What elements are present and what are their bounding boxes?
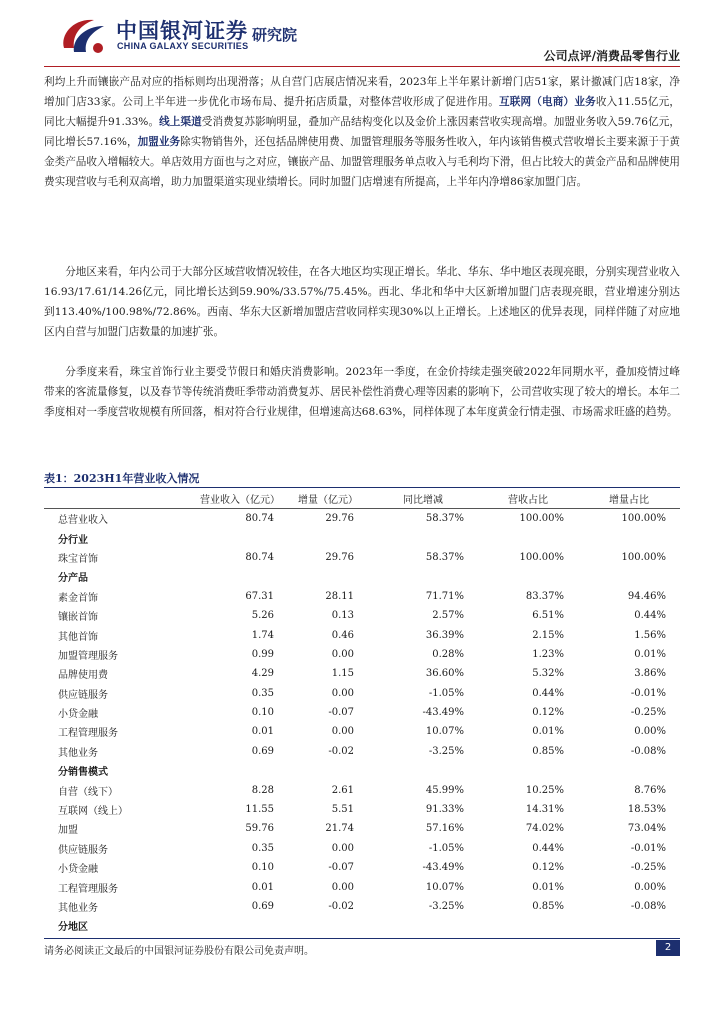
- row-label: 自营（线下）: [58, 786, 118, 798]
- increment-cell: 29.76: [325, 513, 354, 525]
- revenue-share-cell: 5.32%: [532, 668, 564, 680]
- revenue-cell: 80.74: [245, 551, 274, 563]
- revenue-share-cell: 0.44%: [532, 842, 564, 854]
- yoy-cell: 71.71%: [425, 590, 464, 602]
- increment-share-cell: 0.00%: [634, 726, 666, 738]
- table-row: [44, 897, 680, 916]
- row-label: 其他首饰: [58, 631, 98, 643]
- increment-share-cell: 94.46%: [627, 590, 666, 602]
- footer-disclaimer: 请务必阅读正文最后的中国银河证券股份有限公司免责声明。: [44, 946, 314, 957]
- revenue-share-cell: 0.01%: [532, 881, 564, 893]
- table-row: [44, 606, 680, 625]
- yoy-cell: 36.60%: [425, 668, 464, 680]
- revenue-cell: 5.26: [251, 610, 274, 622]
- revenue-share-cell: 6.51%: [532, 610, 564, 622]
- revenue-cell: 0.69: [251, 901, 274, 912]
- galaxy-logo-icon: [58, 14, 110, 58]
- revenue-cell: 0.99: [251, 648, 274, 660]
- p1-keyword-ecommerce: 互联网（电商）业务: [498, 96, 596, 108]
- increment-share-cell: 73.04%: [627, 823, 666, 835]
- revenue-cell: 0.01: [251, 881, 274, 893]
- revenue-cell: 0.69: [251, 745, 274, 757]
- section-label: 分产品: [58, 573, 88, 585]
- yoy-cell: -43.49%: [422, 862, 464, 874]
- table-row: [44, 664, 680, 683]
- row-label: 珠宝首饰: [58, 553, 98, 565]
- revenue-cell: 0.35: [251, 842, 274, 854]
- revenue-cell: 8.28: [251, 784, 274, 796]
- header-cell-yoy: 同比增减: [368, 489, 478, 509]
- section-label: 分销售模式: [58, 767, 108, 779]
- row-label: 加盟: [58, 825, 78, 837]
- increment-share-cell: 0.00%: [634, 881, 666, 893]
- revenue-cell: 4.29: [251, 668, 274, 680]
- p1-text-3: 受消费复苏影响明显，叠加产品结构变化以及金价上涨因素营收实现高增。加盟业务收入59.76亿元，同比增长57.16%，: [44, 116, 680, 148]
- paragraph-channel-analysis: [44, 72, 680, 192]
- table-row: [44, 722, 680, 741]
- increment-cell: 29.76: [325, 551, 354, 563]
- header-cell-increment-share: 增量占比: [578, 489, 680, 509]
- increment-cell: 0.00: [331, 726, 354, 738]
- revenue-cell: 0.10: [251, 707, 274, 719]
- table-row: [44, 587, 680, 606]
- increment-share-cell: 0.01%: [634, 648, 666, 660]
- revenue-cell: 0.35: [251, 687, 274, 699]
- row-label: 供应链服务: [58, 844, 108, 856]
- increment-cell: 1.15: [331, 668, 354, 680]
- row-label: 供应链服务: [58, 689, 108, 701]
- institute-label: 研究院: [252, 26, 298, 44]
- header-cell-label: [44, 489, 192, 509]
- row-label: 素金首饰: [58, 592, 98, 604]
- increment-cell: 0.00: [331, 842, 354, 854]
- revenue-cell: 11.55: [245, 804, 274, 816]
- row-label: 其他业务: [58, 903, 98, 914]
- table-row: [44, 800, 680, 819]
- table-row: [44, 780, 680, 799]
- increment-share-cell: -0.08%: [630, 745, 666, 757]
- revenue-share-cell: 0.01%: [532, 726, 564, 738]
- increment-share-cell: 100.00%: [621, 551, 666, 563]
- table-title: 表1：2023H1年营业收入情况: [44, 472, 200, 485]
- row-label: 工程管理服务: [58, 728, 118, 740]
- row-label: 工程管理服务: [58, 883, 118, 895]
- revenue-share-cell: 100.00%: [519, 551, 564, 563]
- revenue-share-cell: 0.85%: [532, 901, 564, 912]
- table-row: [44, 877, 680, 896]
- increment-cell: -0.02: [328, 745, 354, 757]
- yoy-cell: 10.07%: [425, 726, 464, 738]
- table-body: [44, 509, 680, 936]
- increment-share-cell: 3.86%: [634, 668, 666, 680]
- p1-text-1: 利均上升而镶嵌产品对应的指标则均出现滑落；从自营门店展店情况来看，2023年上半年累计新增门店51家，累计撤减门店18家，净增加门店33家。公司上半年进一步优化市场布局、提升拓店质量，对整体营收形成了促进作用。: [44, 76, 680, 108]
- yoy-cell: -3.25%: [428, 745, 464, 757]
- increment-cell: -0.02: [328, 901, 354, 912]
- row-label: 加盟管理服务: [58, 650, 118, 662]
- row-label: 品牌使用费: [58, 670, 108, 682]
- revenue-share-cell: 0.44%: [532, 687, 564, 699]
- yoy-cell: 2.57%: [432, 610, 464, 622]
- yoy-cell: 36.39%: [425, 629, 464, 641]
- table-row: [44, 684, 680, 703]
- table-section-row: [44, 567, 680, 586]
- table-row: [44, 819, 680, 838]
- paragraph-quarterly-analysis: [44, 362, 680, 422]
- increment-cell: 0.13: [331, 610, 354, 622]
- table-section-row: [44, 916, 680, 935]
- increment-share-cell: -0.01%: [630, 687, 666, 699]
- yoy-cell: 0.28%: [432, 648, 464, 660]
- revenue-share-cell: 0.12%: [532, 707, 564, 719]
- paragraph-regional-analysis: [44, 262, 680, 342]
- revenue-share-cell: 10.25%: [525, 784, 564, 796]
- increment-share-cell: 18.53%: [627, 804, 666, 816]
- p1-text-2: 收入11.55亿元，同比大幅提升91.33%。: [44, 96, 680, 128]
- increment-cell: 21.74: [325, 823, 354, 835]
- increment-cell: 0.46: [331, 629, 354, 641]
- increment-share-cell: 0.44%: [634, 610, 666, 622]
- yoy-cell: 45.99%: [425, 784, 464, 796]
- increment-share-cell: -0.01%: [630, 842, 666, 854]
- table-row: [44, 645, 680, 664]
- p3-text: 分季度来看，珠宝首饰行业主要受节假日和婚庆消费影响。2023年一季度，在金价持续走强突破2022年同期水平，叠加疫情过峰带来的客流量修复，以及春节等传统消费旺季带动消费复苏、居民补偿性消费心理等因素的影响下，公司营收实现了较大的增长。本年二季度相对一季度营收规模有所回落，相对符合行业规律，但增速高达68.63%，同样体现了本年度黄金行情走强、市场需求旺盛的趋势。: [44, 366, 680, 418]
- increment-cell: 2.61: [331, 784, 354, 796]
- header-cell-revenue: 营业收入（亿元）: [192, 489, 288, 509]
- row-label: 小贷金融: [58, 709, 98, 721]
- increment-share-cell: -0.08%: [630, 901, 666, 912]
- header-divider: [44, 66, 680, 67]
- table-row: [44, 703, 680, 722]
- row-label: 互联网（线上）: [58, 806, 128, 818]
- revenue-share-cell: 0.85%: [532, 745, 564, 757]
- table-row: [44, 625, 680, 644]
- increment-cell: 0.00: [331, 881, 354, 893]
- header-cell-increment: 增量（亿元）: [288, 489, 368, 509]
- revenue-cell: 0.01: [251, 726, 274, 738]
- p2-text: 分地区来看，年内公司于大部分区域营收情况较佳，在各大地区均实现正增长。华北、华东、华中地区表现亮眼，分别实现营业收入16.93/17.61/14.26亿元，同比增长达到59.90%/33.57%/75.45%。西北、华北和华中大区新增加盟门店表现亮眼，营业增速分别达到113.40%/100.98%/72.86%。西南、华东大区新增加盟店营收同样实现30%以上正增长。上述地区的优异表现，同样伴随了对应地区内自营与加盟门店数量的加速扩张。: [44, 266, 680, 338]
- logo-english-name: CHINA GALAXY SECURITIES: [117, 41, 249, 51]
- revenue-cell: 67.31: [245, 590, 274, 602]
- yoy-cell: 57.16%: [425, 823, 464, 835]
- row-label: 其他业务: [58, 747, 98, 759]
- revenue-share-cell: 14.31%: [525, 804, 564, 816]
- table-row: [44, 858, 680, 877]
- page-number: 2: [656, 940, 680, 956]
- row-label: 小贷金融: [58, 864, 98, 876]
- table-row: [44, 742, 680, 761]
- p1-keyword-online: 线上渠道: [159, 116, 202, 128]
- report-category: 公司点评/消费品零售行业: [543, 49, 680, 63]
- revenue-cell: 1.74: [251, 629, 274, 641]
- increment-share-cell: -0.25%: [630, 707, 666, 719]
- yoy-cell: -43.49%: [422, 707, 464, 719]
- section-label: 分地区: [58, 922, 88, 934]
- revenue-share-cell: 100.00%: [519, 513, 564, 525]
- table-row: [44, 548, 680, 567]
- revenue-cell: 0.10: [251, 862, 274, 874]
- p1-text-4: 除实物销售外，还包括品牌使用费、加盟管理服务等服务性收入，年内该销售模式营收增长主要来源于于黄金类产品收入增幅较大。单店效用方面也与之对应，镶嵌产品、加盟管理服务单点收入与毛利均下滑，但占比较大的黄金产品和品牌使用费实现营收与毛利双高增，助力加盟渠道实现业绩增长。同时加盟门店增速有所提高，上半年内净增86家加盟门店。: [44, 136, 680, 188]
- table-section-row: [44, 761, 680, 780]
- table-row: [44, 839, 680, 858]
- revenue-share-cell: 2.15%: [532, 629, 564, 641]
- row-label: 总营业收入: [58, 515, 108, 527]
- row-label: 镶嵌首饰: [58, 612, 98, 624]
- revenue-cell: 59.76: [245, 823, 274, 835]
- increment-share-cell: 100.00%: [621, 513, 666, 525]
- increment-cell: 28.11: [325, 590, 354, 602]
- table-row: [44, 509, 680, 529]
- revenue-table: [44, 489, 680, 936]
- increment-share-cell: 1.56%: [634, 629, 666, 641]
- increment-cell: -0.07: [328, 862, 354, 874]
- yoy-cell: 58.37%: [425, 551, 464, 563]
- increment-share-cell: 8.76%: [634, 784, 666, 796]
- yoy-cell: -1.05%: [428, 687, 464, 699]
- table-header-row: [44, 489, 680, 509]
- header-cell-revenue-share: 营收占比: [478, 489, 578, 509]
- table-top-rule: [44, 487, 680, 488]
- footer-divider: [44, 938, 680, 939]
- increment-cell: 0.00: [331, 687, 354, 699]
- section-label: 分行业: [58, 534, 88, 546]
- increment-share-cell: -0.25%: [630, 862, 666, 874]
- increment-cell: 5.51: [331, 804, 354, 816]
- revenue-cell: 80.74: [245, 513, 274, 525]
- increment-cell: 0.00: [331, 648, 354, 660]
- increment-cell: -0.07: [328, 707, 354, 719]
- revenue-share-cell: 0.12%: [532, 862, 564, 874]
- yoy-cell: -1.05%: [428, 842, 464, 854]
- revenue-share-cell: 74.02%: [525, 823, 564, 835]
- revenue-share-cell: 1.23%: [532, 648, 564, 660]
- p1-keyword-franchise: 加盟业务: [137, 136, 181, 148]
- yoy-cell: -3.25%: [428, 901, 464, 912]
- yoy-cell: 10.07%: [425, 881, 464, 893]
- yoy-cell: 58.37%: [425, 513, 464, 525]
- revenue-share-cell: 83.37%: [525, 590, 564, 602]
- logo-chinese-name: 中国银河证券: [116, 19, 248, 43]
- yoy-cell: 91.33%: [425, 804, 464, 816]
- table-section-row: [44, 528, 680, 547]
